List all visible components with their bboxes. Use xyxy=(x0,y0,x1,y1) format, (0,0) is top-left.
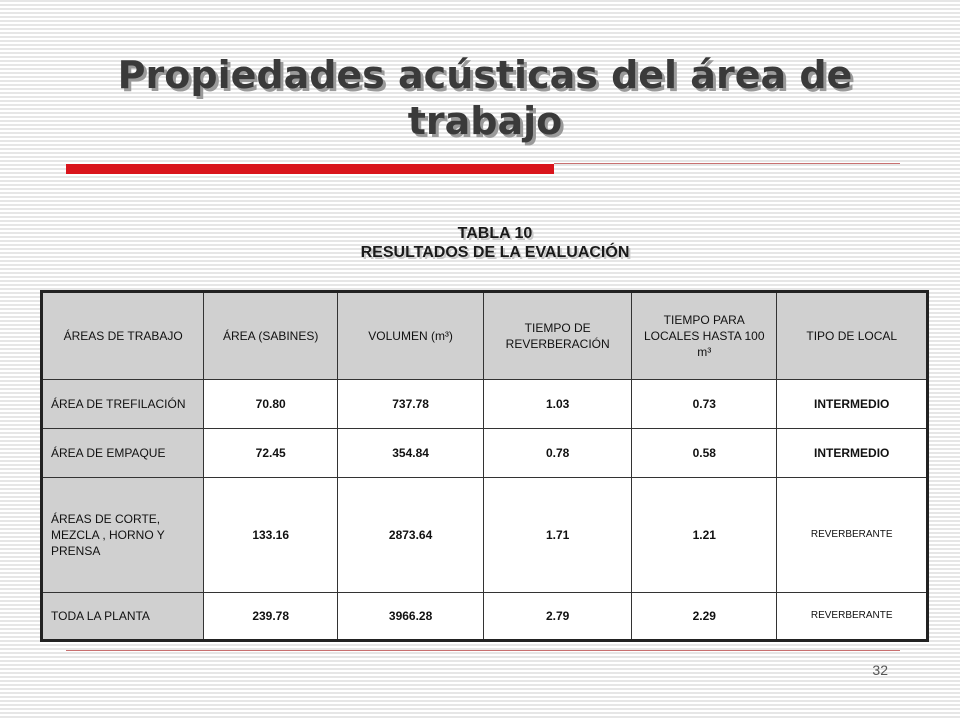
title-accent-bar xyxy=(66,164,554,174)
cell-tipo: REVERBERANTE xyxy=(777,478,928,593)
table-row xyxy=(42,593,928,641)
cell-area: TODA LA PLANTA xyxy=(42,593,204,641)
title-divider xyxy=(554,163,900,164)
header-volumen: VOLUMEN (m³) xyxy=(337,292,483,380)
header-tiempo-locales: TIEMPO PARA LOCALES HASTA 100 m³ xyxy=(632,292,777,380)
cell-tiempo-locales: 0.73 xyxy=(632,380,777,429)
cell-reverberacion: 2.79 xyxy=(484,593,632,641)
cell-area: ÁREAS DE CORTE, MEZCLA , HORNO Y PRENSA xyxy=(42,478,204,593)
cell-tiempo-locales: 0.58 xyxy=(632,429,777,478)
cell-sabines: 72.45 xyxy=(204,429,338,478)
cell-reverberacion: 1.71 xyxy=(484,478,632,593)
cell-tiempo-locales: 1.21 xyxy=(632,478,777,593)
results-table xyxy=(40,290,929,642)
footer-divider xyxy=(66,650,900,651)
table-row xyxy=(42,478,928,593)
header-tipo-local: TIPO DE LOCAL xyxy=(777,292,928,380)
cell-sabines: 239.78 xyxy=(204,593,338,641)
cell-tiempo-locales: 2.29 xyxy=(632,593,777,641)
cell-sabines: 70.80 xyxy=(204,380,338,429)
cell-volumen: 354.84 xyxy=(337,429,483,478)
table-row xyxy=(42,380,928,429)
cell-area: ÁREA DE TREFILACIÓN xyxy=(42,380,204,429)
table-caption xyxy=(240,224,750,262)
cell-volumen: 3966.28 xyxy=(337,593,483,641)
table-header-row xyxy=(42,292,928,380)
header-areas-trabajo: ÁREAS DE TRABAJO xyxy=(42,292,204,380)
cell-reverberacion: 0.78 xyxy=(484,429,632,478)
header-tiempo-reverberacion: TIEMPO DE REVERBERACIÓN xyxy=(484,292,632,380)
slide-title: Propiedades acústicas del área de trabajo xyxy=(117,53,853,143)
cell-volumen: 2873.64 xyxy=(337,478,483,593)
table-subtitle: RESULTADOS DE LA EVALUACIÓN xyxy=(360,244,630,261)
cell-area: ÁREA DE EMPAQUE xyxy=(42,429,204,478)
cell-tipo: INTERMEDIO xyxy=(777,429,928,478)
cell-sabines: 133.16 xyxy=(204,478,338,593)
cell-volumen: 737.78 xyxy=(337,380,483,429)
cell-reverberacion: 1.03 xyxy=(484,380,632,429)
table-number: TABLA 10 xyxy=(457,225,533,242)
page-number: 32 xyxy=(872,662,888,678)
cell-tipo: REVERBERANTE xyxy=(777,593,928,641)
table-row xyxy=(42,429,928,478)
header-area-sabines: ÁREA (SABINES) xyxy=(204,292,338,380)
cell-tipo: INTERMEDIO xyxy=(777,380,928,429)
